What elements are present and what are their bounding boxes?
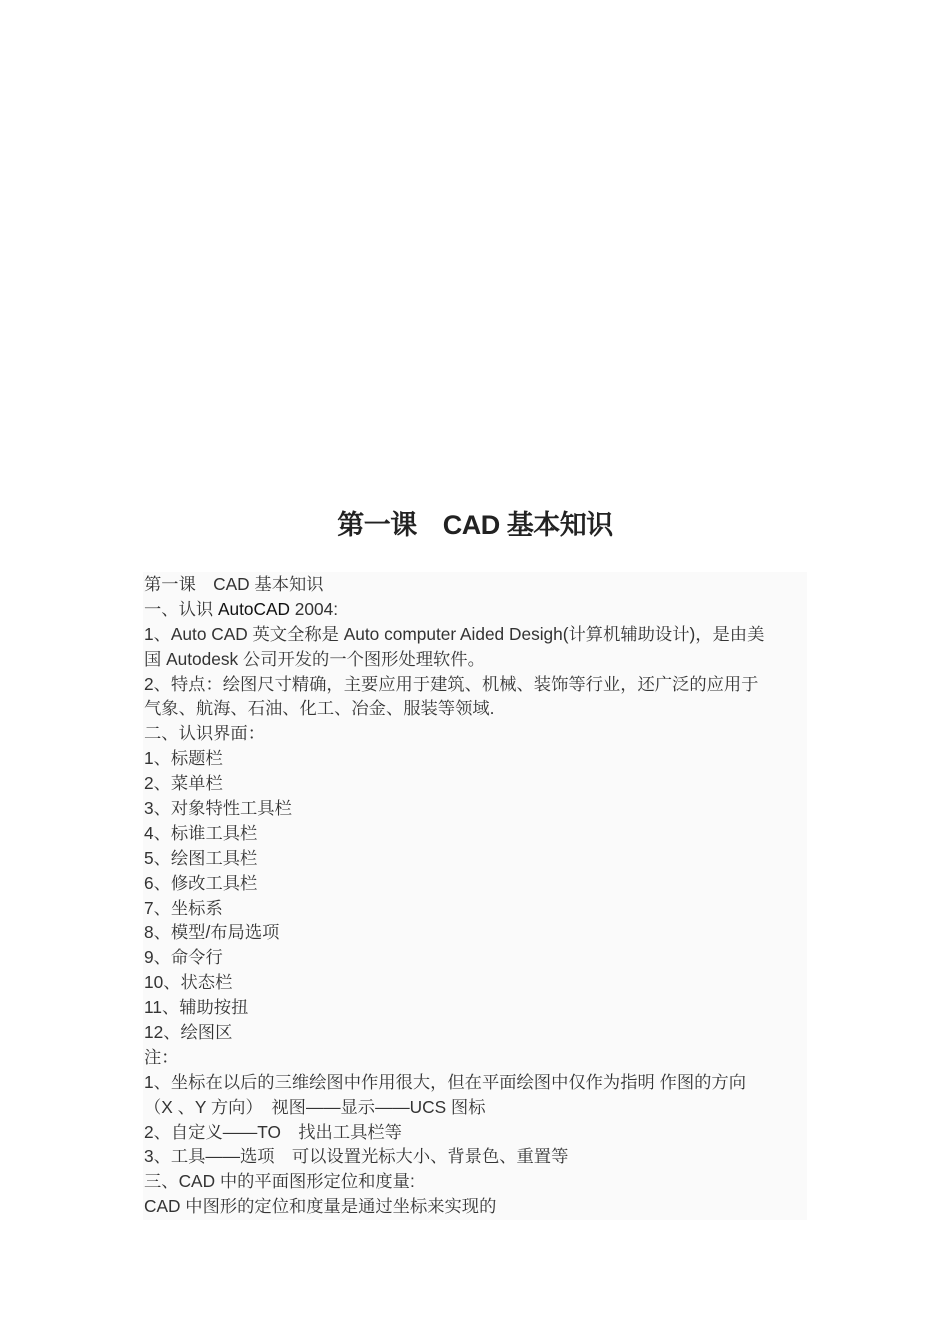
list-item: 7、坐标系 xyxy=(144,897,223,918)
body-line-text: 一、认识 xyxy=(144,598,218,619)
body-line: 第一课 CAD 基本知识 xyxy=(144,574,324,594)
list-item: 4、标谁工具栏 xyxy=(144,822,258,843)
body-line xyxy=(144,597,808,622)
autocad-link[interactable]: AutoCAD xyxy=(217,598,290,619)
list-item: 8、模型/布局选项 xyxy=(144,922,280,943)
document-body xyxy=(144,572,808,1219)
body-line: 气象、航海、石油、化工、冶金、服装等领域. xyxy=(144,698,495,719)
body-line: 注： xyxy=(144,1046,179,1067)
body-line: 国 Autodesk 公司开发的一个图形处理软件。 xyxy=(144,648,485,669)
list-item: 3、对象特性工具栏 xyxy=(144,798,292,819)
body-line: 2、特点：绘图尺寸精确，主要应用于建筑、机械、装饰等行业，还广泛的应用于 xyxy=(144,673,759,694)
list-item: 1、标题栏 xyxy=(144,748,223,769)
list-item: 2、菜单栏 xyxy=(144,773,223,794)
page-title-part2: CAD 基本知识 xyxy=(442,510,613,540)
body-line: 2、自定义——TO 找出工具栏等 xyxy=(144,1121,402,1142)
list-item: 5、绘图工具栏 xyxy=(144,847,258,868)
body-line: CAD 中图形的定位和度量是通过坐标来实现的 xyxy=(144,1196,497,1217)
list-item: 6、修改工具栏 xyxy=(144,872,258,893)
autocad-version: 2004: xyxy=(289,598,339,619)
body-line: 三、CAD 中的平面图形定位和度量: xyxy=(144,1171,415,1192)
list-item: 9、命令行 xyxy=(144,947,223,968)
body-line: （X 、Y 方向） 视图——显示——UCS 图标 xyxy=(144,1096,486,1117)
page-title xyxy=(0,506,950,544)
list-item: 12、绘图区 xyxy=(144,1022,233,1043)
list-item: 10、状态栏 xyxy=(144,972,233,993)
page-title-part1: 第一课 xyxy=(337,510,417,540)
body-line: 1、坐标在以后的三维绘图中作用很大，但在平面绘图中仅作为指明 作图的方向 xyxy=(144,1071,746,1092)
body-line: 3、工具——选项 可以设置光标大小、背景色、重置等 xyxy=(144,1146,569,1167)
body-line: 二、认识界面： xyxy=(144,723,265,744)
list-item: 11、辅助按扭 xyxy=(144,997,249,1018)
body-line: 1、Auto CAD 英文全称是 Auto computer Aided Desigh(计算机辅助设计)，是由美 xyxy=(144,623,765,644)
